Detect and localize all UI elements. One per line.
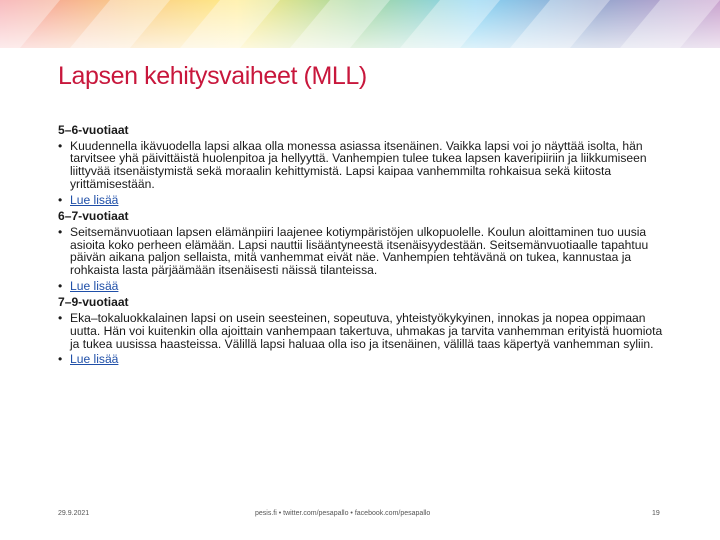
section-heading: 5–6-vuotiaat: [58, 123, 129, 137]
description-text: Seitsemänvuotiaan lapsen elämänpiiri laajenee kotiympäristöjen ulkopuolelle. Koulun aloittaminen tuo uusia asioita koko perheen elämään. Lapsi nauttii lisääntyneestä itsenäisyydestään. Seitsemänvuotiaalle tapahtuu päivän aikana paljon sellaista, mitä vanhemmat eivät näe. Vanhempien tehtävänä on tukea, kannustaa ja rohkaista lasta pärjäämään itsenäisesti näissä tilanteissa.: [70, 224, 649, 278]
bullet-icon: •: [58, 352, 63, 367]
description-text: Eka–tokaluokkalainen lapsi on usein seesteinen, sopeutuva, yhteistyökykyinen, innokas ja nopea oppimaan uutta. Hän voi kuitenkin olla ajoittain vanhempaan takertuva, uhmakas ja tarvita vanhemman erityistä huomiota ja tukea uusissa haasteissa. Välillä lapsi haluaa olla iso ja itsenäinen, välillä taas käpertyä vanhemman syliin.: [70, 311, 663, 351]
read-more-link[interactable]: Lue lisää: [70, 352, 119, 367]
read-more-item: [58, 353, 666, 366]
read-more-item: [58, 280, 666, 293]
slide-content: [58, 124, 666, 370]
bullet-icon: •: [58, 192, 63, 207]
read-more-link[interactable]: Lue lisää: [70, 278, 119, 293]
age-section-6-7: [58, 210, 666, 292]
section-description: [58, 140, 666, 191]
section-heading: 7–9-vuotiaat: [58, 295, 129, 310]
section-description: [58, 226, 666, 277]
age-section-5-6: [58, 124, 666, 206]
bullet-icon: •: [58, 224, 63, 239]
footer-links: pesis.fi • twitter.com/pesapallo • facebook.com/pesapallo: [255, 510, 431, 517]
read-more-item: [58, 194, 666, 207]
bullet-icon: •: [58, 138, 63, 153]
color-band-graphic: [0, 0, 720, 48]
footer-date: 29.9.2021: [58, 510, 90, 517]
page-number: 19: [652, 510, 660, 517]
decorative-color-band: [0, 0, 720, 48]
bullet-icon: •: [58, 278, 63, 293]
age-section-7-9: [58, 296, 666, 366]
bullet-icon: •: [58, 311, 63, 326]
section-heading: 6–7-vuotiaat: [58, 209, 129, 224]
read-more-link[interactable]: Lue lisää: [70, 192, 119, 207]
slide-title: Lapsen kehitysvaiheet (MLL): [58, 62, 367, 90]
section-description: [58, 312, 666, 350]
description-text: Kuudennella ikävuodella lapsi alkaa olla monessa asiassa itsenäinen. Vaikka lapsi voi jo näyttää isolta, hän tarvitsee yhä päivittäistä huolenpitoa ja hellyyttä. Vanhempien tulee tukea lapsen kaveripiiriin ja liikkumiseen liittyvää itsenäistymistä sekä moraalin kehittymistä. Lapsi kaipaa vanhemmilta rohkaisua sekä kiitosta yrittämisestään.: [70, 138, 647, 191]
